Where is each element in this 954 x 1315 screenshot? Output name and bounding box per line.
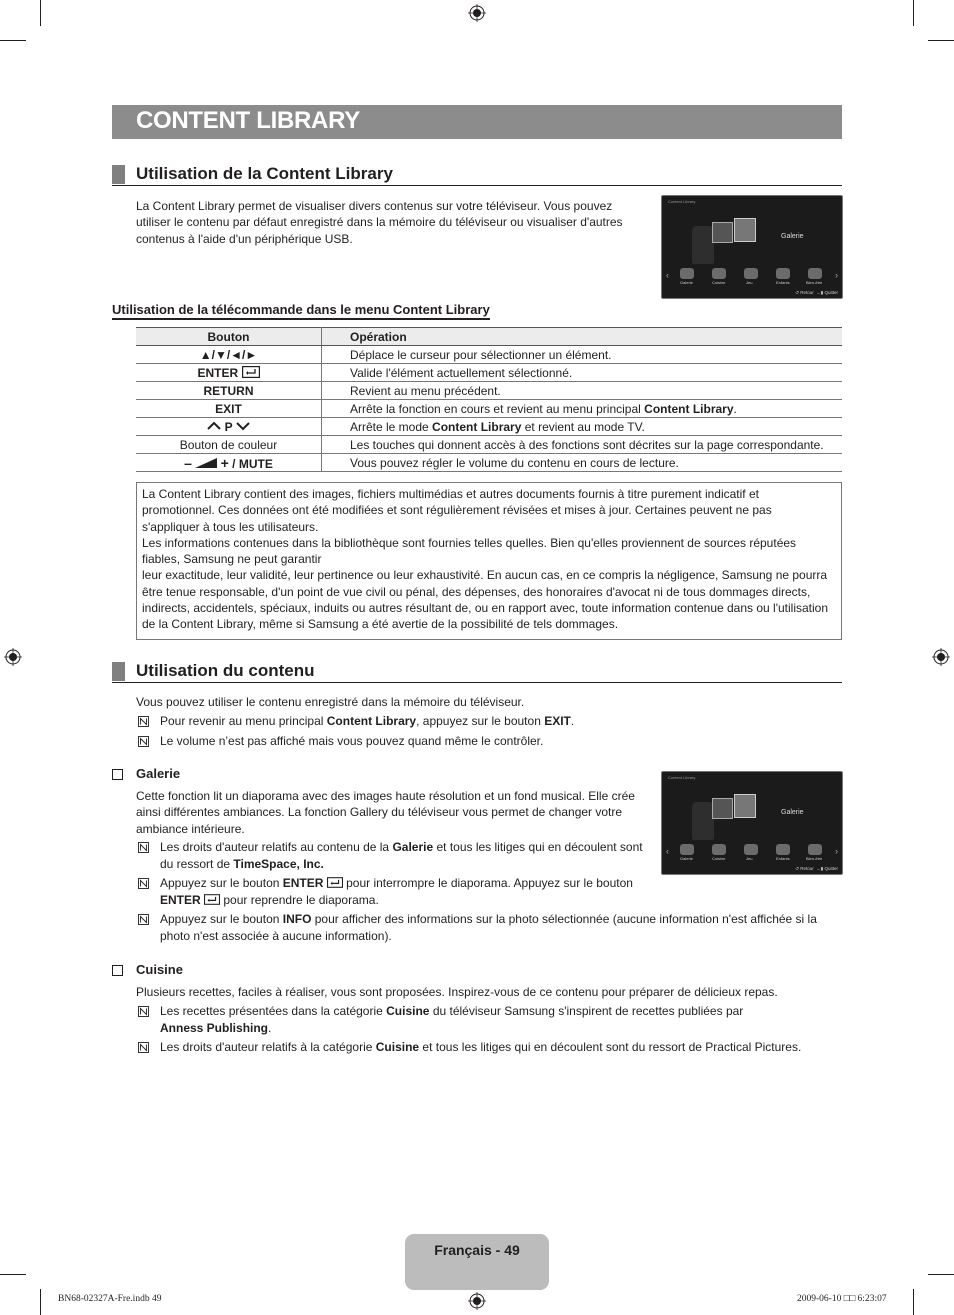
text: .	[733, 401, 737, 416]
text: pour reprendre le diaporama.	[220, 892, 379, 907]
crop-mark	[928, 40, 954, 41]
section-heading	[112, 660, 842, 683]
page-number-tab	[405, 1234, 549, 1290]
column-header-button: Bouton	[136, 328, 322, 346]
note-text	[160, 713, 840, 730]
menu-item-label: Jeu	[746, 856, 753, 861]
text-bold: Galerie	[392, 840, 434, 854]
intro-paragraph: Vous pouvez utiliser le contenu enregistré dans la mémoire du téléviseur.	[136, 695, 525, 709]
note-text	[160, 1039, 840, 1056]
text: et revient au mode TV.	[521, 419, 645, 434]
text: Arrête la fonction en cours et revient au menu principal	[350, 401, 645, 416]
channel-button-label: P	[224, 419, 233, 434]
crop-mark	[40, 1289, 41, 1315]
text: Appuyez sur le bouton	[160, 876, 283, 890]
chevron-left-icon: ‹	[666, 270, 669, 280]
registration-mark-icon	[932, 648, 950, 666]
button-cell	[136, 364, 322, 382]
kids-icon	[776, 268, 790, 279]
title-bar	[112, 105, 842, 139]
screenshot-footer: ↺ Retour →▮ Quitter	[795, 290, 838, 295]
disclaimer-paragraph: leur exactitude, leur validité, leur pertinence ou leur exhaustivité. En aucun cas, en ce compris la négligence, Samsung ne pourra être tenue responsable, d'un point de vue civil ou pénal, des dépenses, des honoraires d'avocat ni de tous dommages directs, indirects, accidentels, spéciaux, induits ou autres résultant de, ou en rapport avec, toute information contenue dans ou l'utilisation de la Content Library, même si Samsung a été avertie de la possibilité de tels dommages.	[142, 568, 829, 632]
table-row	[136, 400, 842, 418]
menu-item-label: Bien-être	[806, 856, 823, 861]
screenshot-header: Content Library	[668, 775, 696, 780]
game-icon	[744, 268, 758, 279]
text: et tous les litiges qui en découlent sont du ressort de	[160, 840, 643, 871]
section-heading-text: Utilisation du contenu	[136, 661, 315, 680]
enter-icon	[204, 894, 220, 905]
return-label: Retour	[800, 866, 814, 871]
frame-image	[734, 794, 756, 818]
text: Les recettes présentées dans la catégorie	[160, 1004, 387, 1018]
remote-table	[136, 327, 842, 472]
disclaimer-box	[136, 482, 842, 640]
text: , appuyez sur le bouton	[416, 714, 545, 728]
text-bold: INFO	[282, 912, 312, 926]
frame-image	[734, 218, 756, 242]
menu-item-label: Galerie	[680, 856, 693, 861]
text: pour interrompre le diaporama. Appuyez sur le bouton	[342, 876, 633, 890]
operation-cell	[322, 400, 843, 418]
operation-cell: Déplace le curseur pour sélectionner un élément.	[322, 346, 843, 364]
cooking-icon	[712, 268, 726, 279]
button-cell: EXIT	[136, 400, 322, 418]
table-header-row	[136, 328, 842, 346]
registration-mark-icon	[468, 4, 486, 22]
text: .	[268, 1020, 272, 1035]
section-heading	[112, 163, 842, 186]
text: pour afficher des informations sur la photo sélectionnée (aucune information n'est affichée si la photo n'est associée à aucune information).	[160, 912, 817, 943]
enter-icon	[327, 877, 343, 888]
checkbox-bullet-icon	[112, 769, 123, 780]
content-library-screenshot	[661, 195, 843, 299]
disclaimer-text	[142, 486, 832, 633]
menu-item-label: Enfants	[776, 280, 790, 285]
menu-item-label: Bien-être	[806, 280, 823, 285]
text: Les droits d'auteur relatifs au contenu de la	[160, 840, 393, 854]
text-bold: Cuisine	[375, 1040, 420, 1054]
button-cell	[136, 454, 322, 472]
chevron-left-icon: ‹	[666, 846, 669, 856]
text-bold: ENTER	[160, 892, 201, 907]
table-row	[136, 436, 842, 454]
note-text	[160, 875, 655, 908]
cuisine-paragraph: Plusieurs recettes, faciles à réaliser, vous sont proposées. Inspirez-vous de ce contenu pour préparer de délicieux repas.	[136, 985, 778, 999]
button-cell: ▲/▼/◄/►	[136, 346, 322, 364]
text-bold: Content Library	[432, 419, 522, 434]
menu-item-label: Jeu	[746, 280, 753, 285]
volume-minus-label: –	[184, 454, 192, 471]
crop-mark	[913, 0, 914, 26]
enter-icon	[242, 366, 260, 378]
chair-image	[692, 802, 714, 840]
chevron-right-icon: ›	[835, 270, 838, 280]
text-bold: Content Library	[326, 714, 417, 728]
note-text: Le volume n’est pas affiché mais vous pouvez quand même le contrôler.	[160, 734, 544, 748]
text-bold: Anness Publishing	[160, 1020, 269, 1035]
text-bold: ENTER	[282, 876, 324, 890]
heading-marker	[112, 662, 125, 681]
note-icon	[138, 1006, 149, 1017]
table-row	[136, 454, 842, 472]
text-bold: EXIT	[544, 714, 571, 728]
galerie-heading: Galerie	[136, 766, 181, 781]
quit-label: Quitter	[824, 290, 838, 295]
print-slug-left: BN68-02327A-Fre.indb 49	[58, 1294, 162, 1304]
crop-mark	[0, 40, 26, 41]
section-heading-text: Utilisation de la Content Library	[136, 164, 393, 183]
text-bold: Content Library	[644, 401, 734, 416]
operation-cell: Vous pouvez régler le volume du contenu en cours de lecture.	[322, 454, 843, 472]
operation-cell: Valide l'élément actuellement sélectionné.	[322, 364, 843, 382]
crop-mark	[40, 0, 41, 26]
remote-heading: Utilisation de la télécommande dans le menu Content Library	[112, 302, 490, 320]
disclaimer-paragraph: La Content Library contient des images, fichiers multimédias et autres documents fournis à titre purement indicatif et promotionnel. Ces données ont été modifiées et sont régulièrement révisées et mises à jour. Certaines peuvent ne pas s'appliquer à tous les utilisateurs.	[142, 487, 772, 534]
button-cell: RETURN	[136, 382, 322, 400]
button-cell	[136, 418, 322, 436]
screenshot-header: Content Library	[668, 199, 696, 204]
note-icon	[138, 878, 149, 889]
text: Arrête le mode	[350, 419, 433, 434]
menu-item-label: Cuisine	[712, 856, 726, 861]
print-slug-right: 2009-06-10 □□ 6:23:07	[797, 1294, 887, 1304]
gallery-icon	[680, 844, 694, 855]
frame-image	[712, 798, 733, 819]
gallery-icon	[680, 268, 694, 279]
note-text	[160, 911, 840, 944]
disclaimer-paragraph: Les informations contenues dans la bibliothèque sont fournies telles quelles. Bien qu'elles proviennent de sources réputées fiables, Samsung ne peut garantir	[142, 535, 797, 567]
text: Pour revenir au menu principal	[160, 714, 327, 728]
cuisine-heading: Cuisine	[136, 962, 183, 977]
screenshot-footer: ↺ Retour →▮ Quitter	[795, 866, 838, 871]
table-row	[136, 418, 842, 436]
text-bold: TimeSpace, Inc.	[233, 856, 324, 871]
operation-cell	[322, 418, 843, 436]
note-icon	[138, 716, 149, 727]
galerie-screenshot	[661, 771, 843, 875]
note-text	[160, 839, 655, 872]
text: Appuyez sur le bouton	[160, 912, 283, 926]
screenshot-gallery-label: Galerie	[781, 809, 804, 816]
note-text	[160, 1003, 840, 1036]
mute-label: / MUTE	[232, 456, 273, 471]
text-bold: Cuisine	[386, 1004, 430, 1018]
page-number: Français - 49	[434, 1242, 520, 1258]
text: .	[570, 714, 575, 728]
return-label: Retour	[800, 290, 814, 295]
quit-label: Quitter	[824, 866, 838, 871]
text: Les droits d'auteur relatifs à la catégorie	[160, 1040, 376, 1054]
chevron-right-icon: ›	[835, 846, 838, 856]
screenshot-menu-row	[676, 842, 826, 860]
table-row	[136, 382, 842, 400]
cooking-icon	[712, 844, 726, 855]
frame-image	[712, 222, 733, 243]
crop-mark	[928, 1274, 954, 1275]
table-row	[136, 364, 842, 382]
screenshot-menu-row	[676, 266, 826, 284]
wellness-icon	[808, 844, 822, 855]
note-icon	[138, 914, 149, 925]
operation-cell: Les touches qui donnent accès à des fonctions sont décrites sur la page correspondante.	[322, 436, 843, 454]
text: et tous les litiges qui en découlent sont du ressort de Practical Pictures.	[419, 1040, 802, 1054]
column-header-operation: Opération	[322, 328, 843, 346]
heading-marker	[112, 165, 125, 184]
note-icon	[138, 736, 149, 747]
wellness-icon	[808, 268, 822, 279]
game-icon	[744, 844, 758, 855]
crop-mark	[0, 1274, 26, 1275]
chair-image	[692, 226, 714, 264]
intro-paragraph: La Content Library permet de visualiser divers contenus sur votre téléviseur. Vous pouvez utiliser le contenu par défaut enregistré dans la mémoire du téléviseur ou visualiser d'autres contenus à l'aide d'un périphérique USB.	[136, 199, 623, 246]
menu-item-label: Galerie	[680, 280, 693, 285]
galerie-paragraph: Cette fonction lit un diaporama avec des images haute résolution et un fond musical. Elle crée ainsi différentes ambiances. La fonction Gallery du téléviseur vous permet de changer votre ambiance intérieure.	[136, 789, 635, 836]
note-icon	[138, 1042, 149, 1053]
volume-plus-label: +	[220, 454, 229, 471]
chevron-down-icon	[236, 421, 250, 431]
volume-icon	[195, 458, 217, 468]
table-row	[136, 346, 842, 364]
text: du téléviseur Samsung s'inspirent de recettes publiées par	[429, 1004, 744, 1018]
chevron-up-icon	[207, 421, 221, 431]
registration-mark-icon	[4, 648, 22, 666]
menu-item-label: Enfants	[776, 856, 790, 861]
operation-cell: Revient au menu précédent.	[322, 382, 843, 400]
note-icon	[138, 842, 149, 853]
enter-button-label: ENTER	[197, 365, 239, 380]
registration-mark-icon	[468, 1292, 486, 1310]
kids-icon	[776, 844, 790, 855]
page-title: CONTENT LIBRARY	[136, 107, 360, 134]
button-cell: Bouton de couleur	[136, 436, 322, 454]
checkbox-bullet-icon	[112, 965, 123, 976]
screenshot-gallery-label: Galerie	[781, 233, 804, 240]
crop-mark	[913, 1289, 914, 1315]
menu-item-label: Cuisine	[712, 280, 726, 285]
